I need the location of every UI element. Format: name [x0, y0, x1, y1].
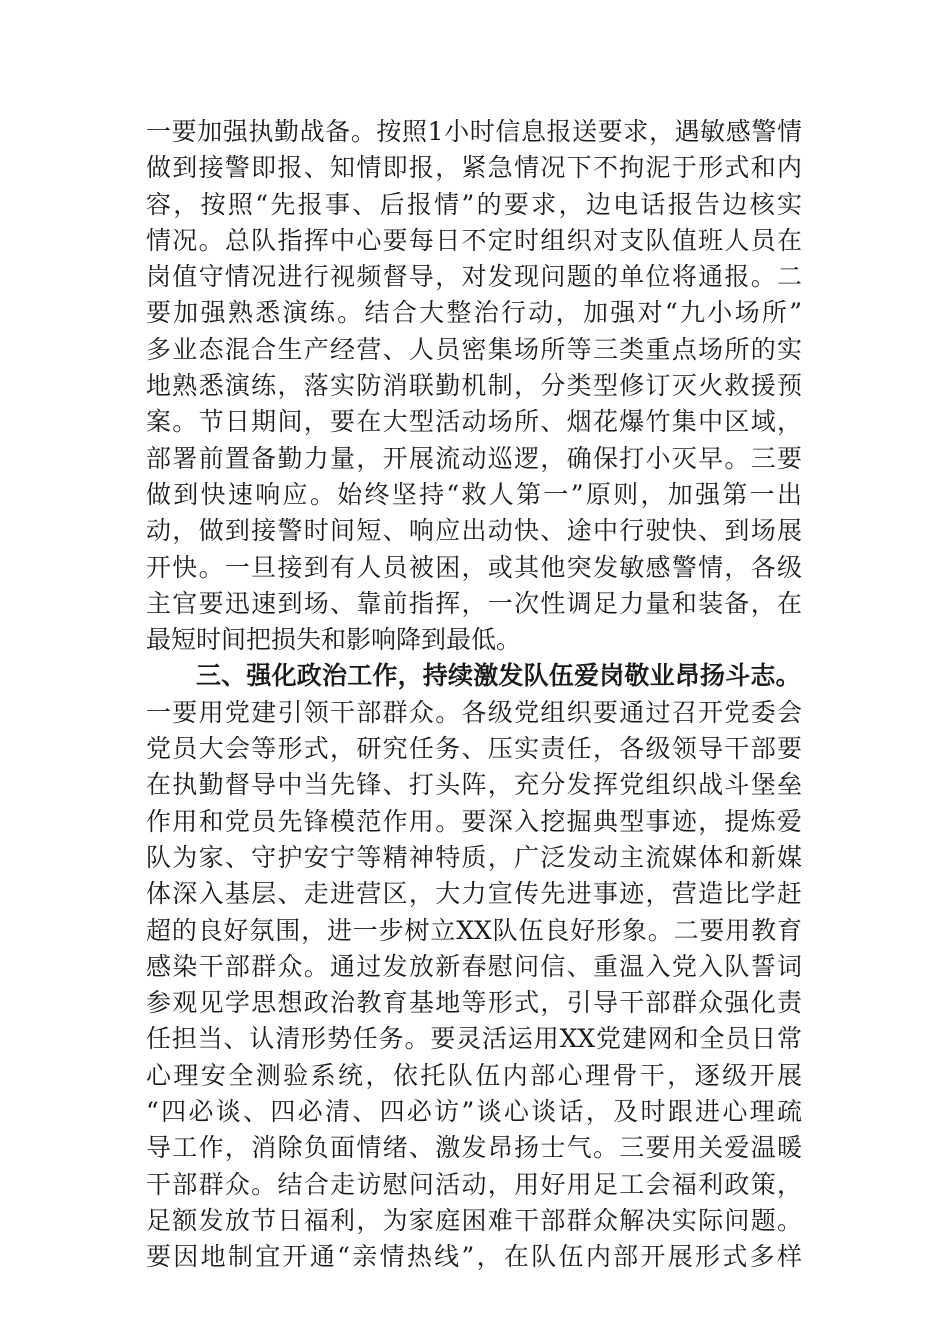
text-line: 要因地制宜开通“亲情热线”，在队伍内部开展形式多样	[146, 1242, 802, 1272]
text-line: 地熟悉演练，落实防消联勤机制，分类型修订灭火救援预	[146, 371, 802, 401]
text-line: 足额发放节日福利，为家庭困难干部群众解决实际问题。	[146, 1205, 802, 1235]
text-line: 体深入基层、走进营区，大力宣传先进事迹，营造比学赶	[146, 879, 802, 909]
text-line: 部署前置备勤力量，开展流动巡逻，确保打小灭早。三要	[146, 443, 802, 473]
text-line: 开快。一旦接到有人员被困，或其他突发敏感警情，各级	[146, 552, 802, 582]
text-line: 作用和党员先锋模范作用。要深入挖掘典型事迹，提炼爱	[146, 806, 802, 836]
text-line: 主官要迅速到场、靠前指挥，一次性调足力量和装备，在	[146, 588, 802, 618]
text-line: 干部群众。结合走访慰问活动，用好用足工会福利政策，	[146, 1169, 802, 1199]
text-line: 参观见学思想政治教育基地等形式，引导干部群众强化责	[146, 988, 802, 1018]
document-page	[146, 114, 802, 1276]
text-line: 心理安全测验系统，依托队伍内部心理骨干，逐级开展	[146, 1060, 802, 1090]
text-line: 岗值守情况进行视频督导，对发现问题的单位将通报。二	[146, 262, 802, 292]
text-line: 任担当、认清形势任务。要灵活运用XX党建网和全员日常	[146, 1024, 802, 1054]
text-line: 情况。总队指挥中心要每日不定时组织对支队值班人员在	[146, 225, 802, 255]
text-line: 在执勤督导中当先锋、打头阵，充分发挥党组织战斗堡垒	[146, 770, 802, 800]
text-line: 做到快速响应。始终坚持“救人第一”原则，加强第一出	[146, 479, 802, 509]
text-line: 一要加强执勤战备。按照1小时信息报送要求，遇敏感警情	[146, 117, 802, 146]
text-line: 一要用党建引领干部群众。各级党组织要通过召开党委会	[146, 697, 802, 727]
text-line: 队为家、守护安宁等精神特质，广泛发动主流媒体和新媒	[146, 842, 802, 872]
section-political-work	[146, 658, 802, 1275]
text-line: 做到接警即报、知情即报，紧急情况下不拘泥于形式和内	[146, 153, 802, 183]
paragraph-duty-readiness	[146, 114, 802, 658]
text-line: 多业态混合生产经营、人员密集场所等三类重点场所的实	[146, 334, 802, 364]
section-heading: 三、强化政治工作，持续激发队伍爱岗敬业昂扬斗志。	[196, 661, 801, 691]
text-line: 要加强熟悉演练。结合大整治行动，加强对“九小场所”	[146, 298, 802, 328]
text-line: 感染干部群众。通过发放新春慰问信、重温入党入队誓词	[146, 951, 802, 981]
text-line: 超的良好氛围，进一步树立XX队伍良好形象。二要用教育	[146, 915, 802, 945]
text-line: 最短时间把损失和影响降到最低。	[146, 625, 522, 655]
text-line: 案。节日期间，要在大型活动场所、烟花爆竹集中区域，	[146, 407, 802, 437]
text-line: 党员大会等形式，研究任务、压实责任，各级领导干部要	[146, 734, 802, 764]
text-line: 动，做到接警时间短、响应出动快、途中行驶快、到场展	[146, 516, 802, 546]
text-line: 容，按照“先报事、后报情”的要求，边电话报告边核实	[146, 189, 802, 219]
text-line: 导工作，消除负面情绪、激发昂扬士气。三要用关爱温暖	[146, 1133, 802, 1163]
text-line: “四必谈、四必清、四必访”谈心谈话，及时跟进心理疏	[146, 1097, 802, 1127]
